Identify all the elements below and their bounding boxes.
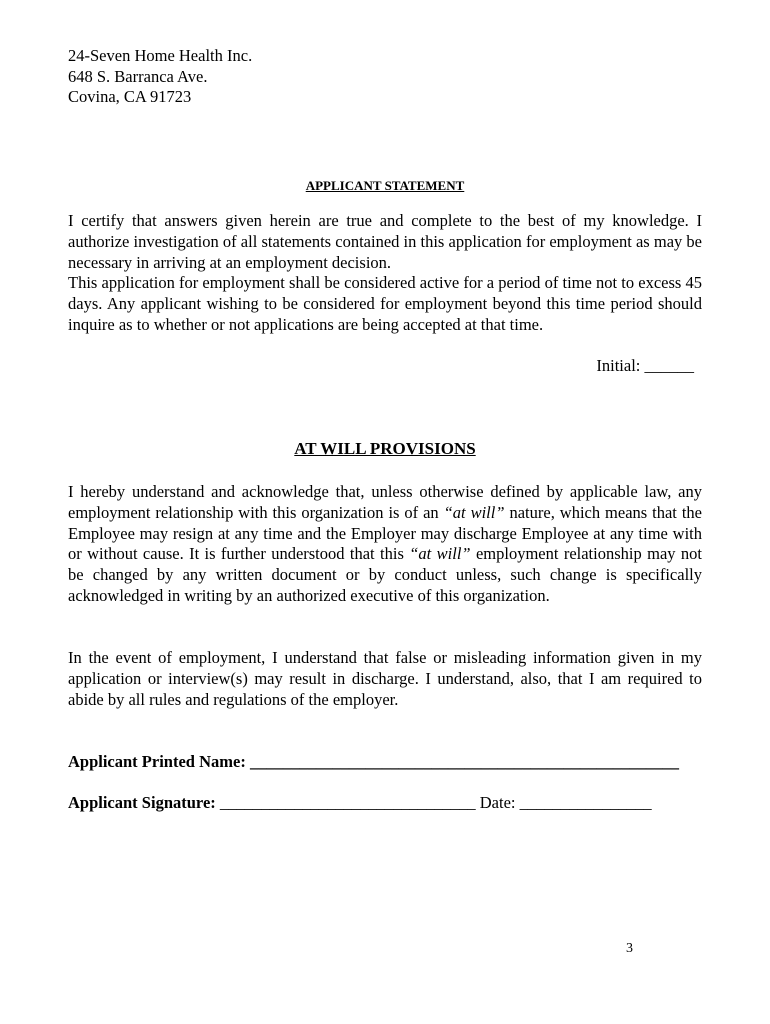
applicant-statement-heading: APPLICANT STATEMENT	[305, 178, 465, 193]
discharge-text: In the event of employment, I understand that false or misleading information given in my application or interview(s) may result in discharge. I understand, also, that I am required to abide by all rules and regulations of the employer.	[68, 648, 702, 709]
printed-name-label: Applicant Printed Name:	[68, 752, 246, 771]
printed-name-field[interactable]	[68, 752, 679, 772]
street-address: 648 S. Barranca Ave.	[68, 66, 208, 86]
page-number: 3	[626, 941, 633, 956]
at-will-text-part1: I hereby understand and acknowledge that, unless otherwise defined by applicable law, any employment relationship with this organization is of an	[68, 482, 702, 522]
date-blank[interactable]: ________________	[515, 793, 652, 812]
at-will-text	[68, 482, 702, 607]
at-will-provisions-heading: AT WILL PROVISIONS	[294, 439, 476, 458]
active-period-paragraph: This application for employment shall be considered active for a period of time not to excess 45 days. Any applicant wishing to be considered for employment beyond this time period should inquire as to whether or not applications are being accepted at that time.	[68, 273, 702, 334]
city-state-zip: Covina, CA 91723	[68, 87, 192, 106]
at-will-text-part3: employment relationship may not be changed by any written document or by conduct unless, such change is specifically acknowledged in writing by an authorized executive of this organization.	[68, 544, 702, 605]
at-will-paragraph	[68, 482, 702, 607]
applicant-statement-text	[68, 211, 702, 336]
at-will-italic-term: “at will”	[443, 502, 505, 522]
certification-paragraph: I certify that answers given herein are true and complete to the best of my knowledge. I authorize investigation of all statements contained in this application for employment as may be necessary in arriving at an employment decision.	[68, 211, 702, 272]
at-will-text-part2: nature, which means that the Employee may resign at any time and the Employer may discharge Employee at any time with or without cause. It is further understood that this	[68, 502, 702, 564]
signature-label: Applicant Signature:	[68, 793, 216, 812]
date-label: Date:	[475, 793, 516, 812]
signature-blank[interactable]: _______________________________	[215, 793, 476, 812]
printed-name-blank[interactable]: ____________________________________________________	[245, 752, 679, 771]
at-will-italic-term-2: “at will”	[409, 544, 471, 564]
signature-date-field[interactable]	[68, 793, 652, 813]
company-name: 24-Seven Home Health Inc.	[68, 46, 253, 65]
discharge-paragraph	[68, 648, 702, 710]
company-address	[68, 46, 252, 108]
initial-field: Initial: ______	[596, 356, 694, 375]
